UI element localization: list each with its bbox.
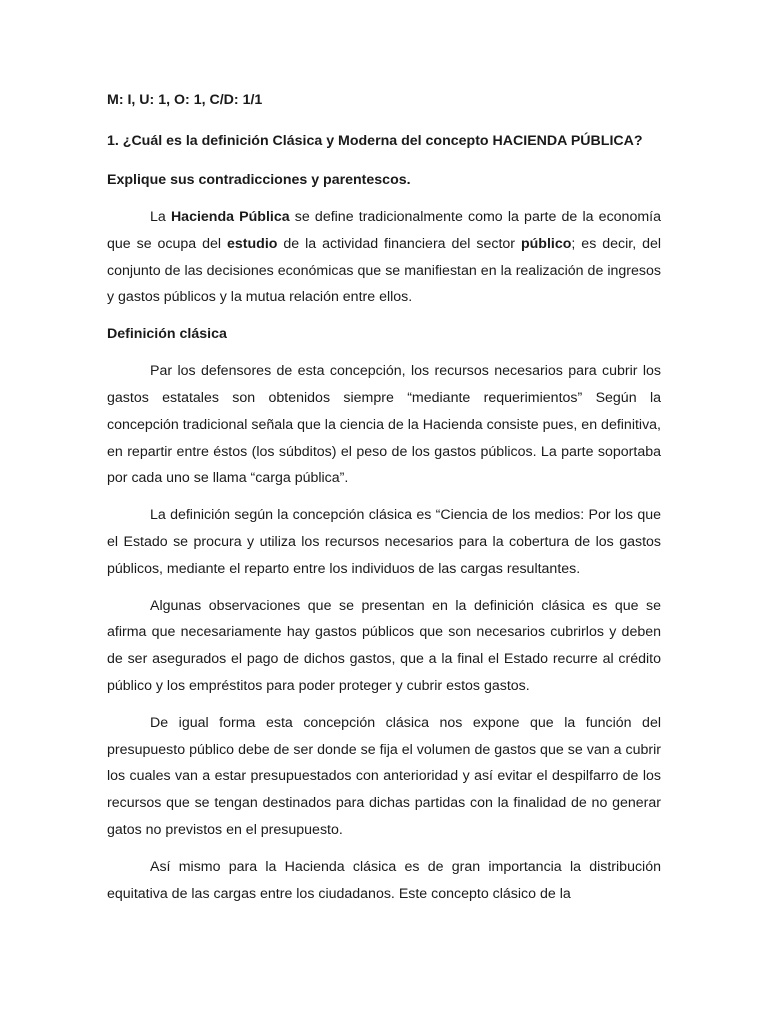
intro-text-1: La xyxy=(150,209,171,225)
intro-text-2: se define tradicionalmente como la parte de la economía que se ocupa del xyxy=(107,209,661,252)
intro-text-3: de la actividad financiera del sector xyxy=(277,235,521,252)
intro-bold-hacienda: Hacienda Pública xyxy=(170,209,290,225)
section-heading: Definición clásica xyxy=(107,326,227,343)
intro-paragraph xyxy=(107,204,661,311)
body-paragraph: Par los defensores de esta concepción, los recursos necesarios para cubrir los gastos estatales son obtenidos siempre “mediante requerimientos” Según la concepción tradicional señala que la ciencia de la Hacienda consiste pues, en definitiva, en repartir entre éstos (los súbditos) el peso de los gastos públicos. La parte soportaba por cada uno se llama “carga pública”. xyxy=(107,363,661,487)
question-title: 1. ¿Cuál es la definición Clásica y Moderna del concepto HACIENDA PÚBLICA? xyxy=(107,133,643,149)
question-subtitle: Explique sus contradicciones y parentescos. xyxy=(107,172,411,188)
document-page xyxy=(107,86,661,917)
document-header-code: M: I, U: 1, O: 1, C/D: 1/1 xyxy=(107,92,263,108)
intro-bold-estudio: estudio xyxy=(227,235,278,252)
body-paragraph: Así mismo para la Hacienda clásica es de gran importancia la distribución equitativa de las cargas entre los ciudadanos. Este concepto clásico de la xyxy=(107,858,661,902)
body-paragraph: Algunas observaciones que se presentan en la definición clásica es que se afirma que necesariamente hay gastos públicos que son necesarios cubrirlos y deben de ser asegurados el pago de dichos gastos, que a la final el Estado recurre al crédito público y los empréstitos para poder proteger y cubrir estos gastos. xyxy=(107,597,661,694)
intro-bold-publico: público xyxy=(520,235,572,252)
body-paragraph: La definición según la concepción clásica es “Ciencia de los medios: Por los que el Estado se procura y utiliza los recursos necesarios para la cobertura de los gastos públicos, mediante el reparto entre los individuos de las cargas resultantes. xyxy=(107,507,661,577)
intro-text-4: ; es decir, del conjunto de las decisiones económicas que se manifiestan en la realización de ingresos y gastos públicos y la mutua relación entre ellos. xyxy=(107,235,662,306)
body-paragraph: De igual forma esta concepción clásica nos expone que la función del presupuesto público debe de ser donde se fija el volumen de gastos que se van a cubrir los cuales van a estar presupuestados con anterioridad y así evitar el despilfarro de los recursos que se tengan destinados para dichas partidas con la finalidad de no generar gatos no previstos en el presupuesto. xyxy=(107,714,661,838)
